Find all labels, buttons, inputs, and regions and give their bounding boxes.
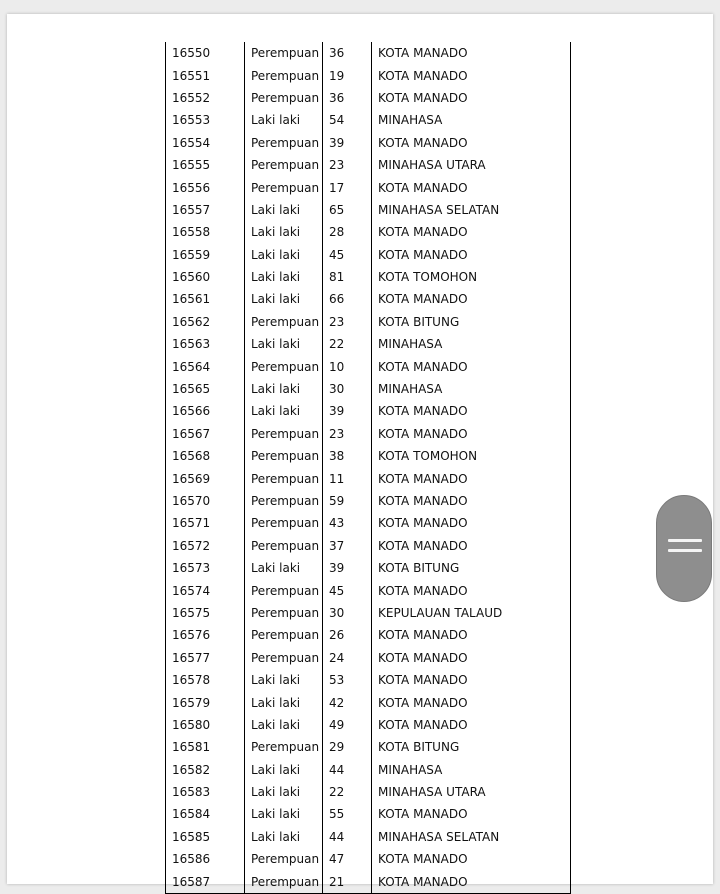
table-row — [166, 781, 571, 803]
age-cell: 30 — [323, 378, 372, 400]
id-cell: 16552 — [166, 87, 245, 109]
sex-cell: Laki laki — [245, 691, 323, 713]
id-cell: 16560 — [166, 266, 245, 288]
id-cell: 16559 — [166, 244, 245, 266]
id-cell: 16582 — [166, 759, 245, 781]
id-cell: 16570 — [166, 490, 245, 512]
region-cell: KOTA MANADO — [372, 624, 571, 646]
id-cell: 16557 — [166, 199, 245, 221]
region-cell: KOTA MANADO — [372, 669, 571, 691]
sex-cell: Perempuan — [245, 176, 323, 198]
table-row — [166, 154, 571, 176]
id-cell: 16586 — [166, 848, 245, 870]
table-row — [166, 848, 571, 870]
region-cell: KOTA MANADO — [372, 132, 571, 154]
age-cell: 38 — [323, 445, 372, 467]
region-cell: MINAHASA — [372, 759, 571, 781]
table-row — [166, 557, 571, 579]
age-cell: 66 — [323, 288, 372, 310]
table-row — [166, 109, 571, 131]
id-cell: 16571 — [166, 512, 245, 534]
table-row — [166, 512, 571, 534]
region-cell: KOTA MANADO — [372, 848, 571, 870]
table-row — [166, 736, 571, 758]
sex-cell: Perempuan — [245, 490, 323, 512]
region-cell: MINAHASA SELATAN — [372, 199, 571, 221]
table-row — [166, 490, 571, 512]
region-cell: KOTA BITUNG — [372, 557, 571, 579]
table-row — [166, 311, 571, 333]
drag-handle-icon — [668, 539, 702, 542]
age-cell: 23 — [323, 311, 372, 333]
id-cell: 16584 — [166, 803, 245, 825]
age-cell: 22 — [323, 333, 372, 355]
table-row — [166, 669, 571, 691]
id-cell: 16581 — [166, 736, 245, 758]
id-cell: 16565 — [166, 378, 245, 400]
sex-cell: Perempuan — [245, 132, 323, 154]
region-cell: MINAHASA UTARA — [372, 154, 571, 176]
id-cell: 16554 — [166, 132, 245, 154]
age-cell: 28 — [323, 221, 372, 243]
sex-cell: Laki laki — [245, 714, 323, 736]
age-cell: 39 — [323, 132, 372, 154]
table-row — [166, 64, 571, 86]
id-cell: 16553 — [166, 109, 245, 131]
sex-cell: Perempuan — [245, 736, 323, 758]
age-cell: 43 — [323, 512, 372, 534]
region-cell: KOTA MANADO — [372, 803, 571, 825]
age-cell: 24 — [323, 647, 372, 669]
region-cell: KOTA MANADO — [372, 467, 571, 489]
age-cell: 44 — [323, 826, 372, 848]
table-row — [166, 355, 571, 377]
drag-handle-icon — [668, 549, 702, 552]
table-row — [166, 691, 571, 713]
table-row — [166, 266, 571, 288]
region-cell: MINAHASA — [372, 109, 571, 131]
age-cell: 26 — [323, 624, 372, 646]
age-cell: 45 — [323, 244, 372, 266]
table-row — [166, 759, 571, 781]
table-row — [166, 826, 571, 848]
region-cell: MINAHASA — [372, 378, 571, 400]
region-cell: KOTA MANADO — [372, 355, 571, 377]
age-cell: 55 — [323, 803, 372, 825]
age-cell: 17 — [323, 176, 372, 198]
id-cell: 16574 — [166, 579, 245, 601]
age-cell: 59 — [323, 490, 372, 512]
region-cell: KOTA MANADO — [372, 87, 571, 109]
age-cell: 10 — [323, 355, 372, 377]
id-cell: 16562 — [166, 311, 245, 333]
region-cell: MINAHASA UTARA — [372, 781, 571, 803]
table-row — [166, 602, 571, 624]
age-cell: 39 — [323, 400, 372, 422]
sex-cell: Laki laki — [245, 199, 323, 221]
id-cell: 16558 — [166, 221, 245, 243]
age-cell: 47 — [323, 848, 372, 870]
table-row — [166, 624, 571, 646]
age-cell: 11 — [323, 467, 372, 489]
region-cell: KOTA MANADO — [372, 64, 571, 86]
sex-cell: Perempuan — [245, 467, 323, 489]
id-cell: 16568 — [166, 445, 245, 467]
sex-cell: Perempuan — [245, 870, 323, 893]
scroll-handle[interactable] — [656, 495, 712, 602]
id-cell: 16585 — [166, 826, 245, 848]
sex-cell: Perempuan — [245, 647, 323, 669]
region-cell: KOTA MANADO — [372, 490, 571, 512]
region-cell: KOTA BITUNG — [372, 736, 571, 758]
region-cell: KOTA MANADO — [372, 647, 571, 669]
table-row — [166, 870, 571, 893]
id-cell: 16555 — [166, 154, 245, 176]
sex-cell: Perempuan — [245, 579, 323, 601]
table-row — [166, 647, 571, 669]
sex-cell: Perempuan — [245, 87, 323, 109]
id-cell: 16569 — [166, 467, 245, 489]
data-table — [165, 42, 571, 894]
id-cell: 16580 — [166, 714, 245, 736]
sex-cell: Laki laki — [245, 557, 323, 579]
table-row — [166, 803, 571, 825]
id-cell: 16551 — [166, 64, 245, 86]
sex-cell: Perempuan — [245, 445, 323, 467]
document-page — [7, 14, 713, 889]
age-cell: 23 — [323, 154, 372, 176]
sex-cell: Laki laki — [245, 244, 323, 266]
id-cell: 16572 — [166, 535, 245, 557]
sex-cell: Perempuan — [245, 64, 323, 86]
age-cell: 44 — [323, 759, 372, 781]
sex-cell: Laki laki — [245, 669, 323, 691]
id-cell: 16550 — [166, 42, 245, 64]
age-cell: 29 — [323, 736, 372, 758]
region-cell: KOTA MANADO — [372, 512, 571, 534]
region-cell: MINAHASA — [372, 333, 571, 355]
table-row — [166, 535, 571, 557]
table-row — [166, 467, 571, 489]
age-cell: 22 — [323, 781, 372, 803]
region-cell: KEPULAUAN TALAUD — [372, 602, 571, 624]
id-cell: 16578 — [166, 669, 245, 691]
table-row — [166, 42, 571, 64]
id-cell: 16564 — [166, 355, 245, 377]
age-cell: 81 — [323, 266, 372, 288]
id-cell: 16566 — [166, 400, 245, 422]
region-cell: KOTA MANADO — [372, 42, 571, 64]
sex-cell: Perempuan — [245, 311, 323, 333]
table-row — [166, 288, 571, 310]
sex-cell: Laki laki — [245, 781, 323, 803]
age-cell: 53 — [323, 669, 372, 691]
id-cell: 16583 — [166, 781, 245, 803]
table-row — [166, 445, 571, 467]
age-cell: 30 — [323, 602, 372, 624]
region-cell: KOTA MANADO — [372, 423, 571, 445]
table-row — [166, 333, 571, 355]
age-cell: 37 — [323, 535, 372, 557]
region-cell: KOTA MANADO — [372, 691, 571, 713]
id-cell: 16577 — [166, 647, 245, 669]
id-cell: 16556 — [166, 176, 245, 198]
sex-cell: Laki laki — [245, 288, 323, 310]
table-row — [166, 378, 571, 400]
sex-cell: Perempuan — [245, 42, 323, 64]
table-row — [166, 244, 571, 266]
sex-cell: Laki laki — [245, 266, 323, 288]
table-row — [166, 199, 571, 221]
sex-cell: Laki laki — [245, 378, 323, 400]
region-cell: KOTA TOMOHON — [372, 266, 571, 288]
region-cell: KOTA MANADO — [372, 870, 571, 893]
id-cell: 16567 — [166, 423, 245, 445]
region-cell: KOTA MANADO — [372, 714, 571, 736]
region-cell: KOTA MANADO — [372, 535, 571, 557]
table-row — [166, 176, 571, 198]
age-cell: 45 — [323, 579, 372, 601]
age-cell: 39 — [323, 557, 372, 579]
sex-cell: Perempuan — [245, 848, 323, 870]
age-cell: 42 — [323, 691, 372, 713]
age-cell: 36 — [323, 87, 372, 109]
table-row — [166, 400, 571, 422]
sex-cell: Perempuan — [245, 602, 323, 624]
region-cell: KOTA BITUNG — [372, 311, 571, 333]
sex-cell: Laki laki — [245, 759, 323, 781]
sex-cell: Laki laki — [245, 109, 323, 131]
sex-cell: Perempuan — [245, 512, 323, 534]
id-cell: 16573 — [166, 557, 245, 579]
region-cell: MINAHASA SELATAN — [372, 826, 571, 848]
age-cell: 65 — [323, 199, 372, 221]
table-row — [166, 579, 571, 601]
table-body — [166, 42, 571, 893]
age-cell: 49 — [323, 714, 372, 736]
region-cell: KOTA MANADO — [372, 221, 571, 243]
age-cell: 23 — [323, 423, 372, 445]
sex-cell: Laki laki — [245, 803, 323, 825]
sex-cell: Perempuan — [245, 355, 323, 377]
sex-cell: Laki laki — [245, 826, 323, 848]
id-cell: 16576 — [166, 624, 245, 646]
region-cell: KOTA MANADO — [372, 400, 571, 422]
sex-cell: Perempuan — [245, 535, 323, 557]
region-cell: KOTA TOMOHON — [372, 445, 571, 467]
sex-cell: Perempuan — [245, 624, 323, 646]
sex-cell: Perempuan — [245, 154, 323, 176]
sex-cell: Laki laki — [245, 333, 323, 355]
table-row — [166, 221, 571, 243]
id-cell: 16587 — [166, 870, 245, 893]
id-cell: 16575 — [166, 602, 245, 624]
sex-cell: Laki laki — [245, 400, 323, 422]
age-cell: 54 — [323, 109, 372, 131]
age-cell: 36 — [323, 42, 372, 64]
sex-cell: Laki laki — [245, 221, 323, 243]
table-row — [166, 132, 571, 154]
table-row — [166, 423, 571, 445]
table-row — [166, 714, 571, 736]
id-cell: 16563 — [166, 333, 245, 355]
id-cell: 16561 — [166, 288, 245, 310]
region-cell: KOTA MANADO — [372, 244, 571, 266]
region-cell: KOTA MANADO — [372, 579, 571, 601]
region-cell: KOTA MANADO — [372, 176, 571, 198]
id-cell: 16579 — [166, 691, 245, 713]
sex-cell: Perempuan — [245, 423, 323, 445]
region-cell: KOTA MANADO — [372, 288, 571, 310]
age-cell: 19 — [323, 64, 372, 86]
age-cell: 21 — [323, 870, 372, 893]
table-row — [166, 87, 571, 109]
